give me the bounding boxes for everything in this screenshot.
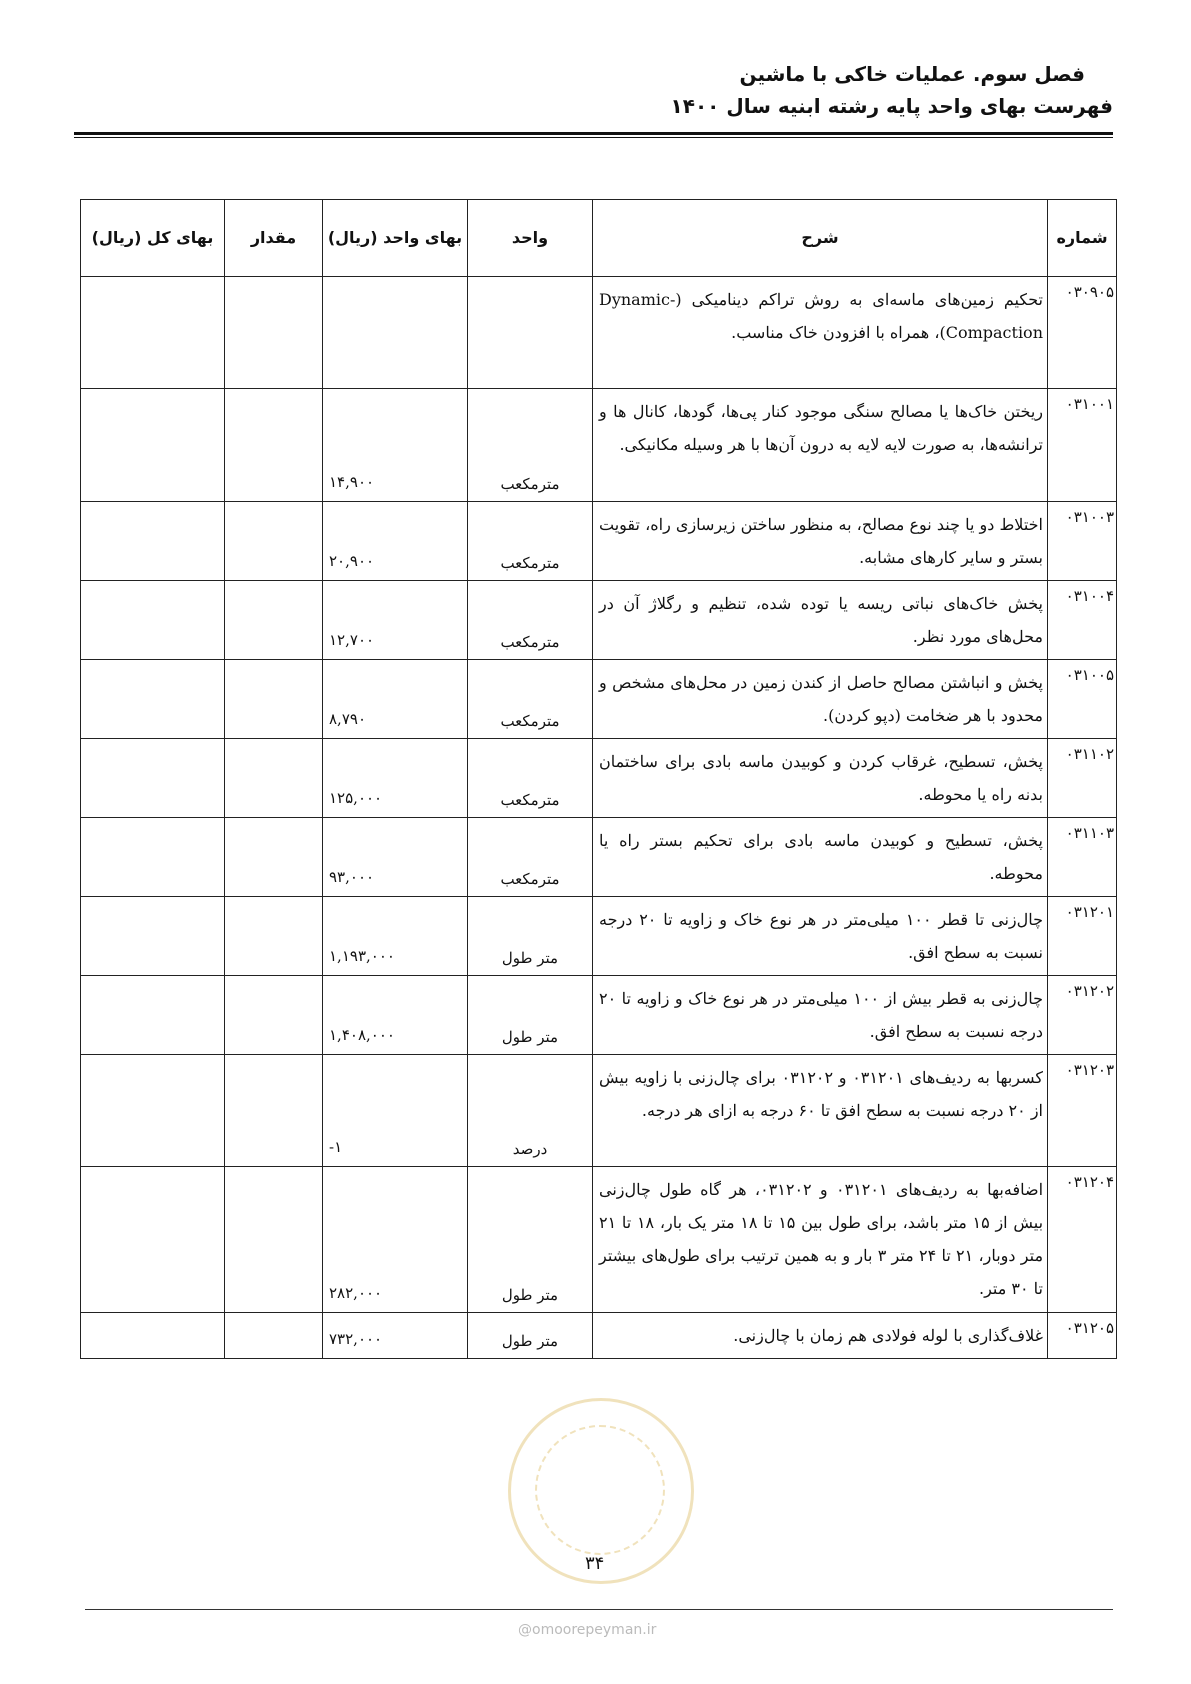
col-number-header: شماره	[1048, 200, 1117, 277]
item-description: پخش، تسطیح، غرقاب کردن و کوبیدن ماسه بادی برای ساختمان بدنه راه یا محوطه.	[593, 739, 1048, 818]
item-number: ۰۳۱۱۰۲	[1048, 739, 1117, 818]
item-total-price	[81, 581, 225, 660]
page-header	[671, 58, 1113, 122]
item-quantity	[225, 277, 323, 389]
item-total-price	[81, 389, 225, 502]
item-unit-price: ۱,۴۰۸,۰۰۰	[323, 976, 468, 1055]
item-number: ۰۳۱۲۰۳	[1048, 1055, 1117, 1167]
item-unit-price: ۱,۱۹۳,۰۰۰	[323, 897, 468, 976]
item-quantity	[225, 389, 323, 502]
item-description: چال‌زنی به قطر بیش از ۱۰۰ میلی‌متر در هر نوع خاک و زاویه تا ۲۰ درجه نسبت به سطح افق.	[593, 976, 1048, 1055]
item-number: ۰۳۱۰۰۱	[1048, 389, 1117, 502]
item-description: اختلاط دو یا چند نوع مصالح، به منظور ساختن زیرسازی راه، تقویت بستر و سایر کارهای مشابه.	[593, 502, 1048, 581]
item-description: اضافه‌بها به ردیف‌های ۰۳۱۲۰۱ و ۰۳۱۲۰۲، هر گاه طول چال‌زنی بیش از ۱۵ متر باشد، برای طول بین ۱۵ تا ۱۸ متر یک بار، ۱۸ تا ۲۱ متر دوبار، ۲۱ تا ۲۴ متر ۳ بار و به همین ترتیب برای طول‌های بیشتر تا ۳۰ متر.	[593, 1167, 1048, 1313]
item-unit: متر طول	[468, 1167, 593, 1313]
item-total-price	[81, 1055, 225, 1167]
item-description: پخش، تسطیح و کوبیدن ماسه بادی برای تحکیم بستر راه یا محوطه.	[593, 818, 1048, 897]
seal-gear-ring-icon	[535, 1425, 665, 1555]
item-unit-price: ۹۳,۰۰۰	[323, 818, 468, 897]
item-number: ۰۳۱۲۰۱	[1048, 897, 1117, 976]
header-rule-thin	[74, 137, 1113, 138]
item-total-price	[81, 1167, 225, 1313]
website-watermark: @omoorepeyman.ir	[518, 1622, 657, 1638]
item-total-price	[81, 739, 225, 818]
item-unit: متر طول	[468, 897, 593, 976]
item-number: ۰۳۱۲۰۴	[1048, 1167, 1117, 1313]
table-row	[81, 897, 1117, 976]
col-unit-header: واحد	[468, 200, 593, 277]
item-unit: مترمکعب	[468, 581, 593, 660]
table-row	[81, 976, 1117, 1055]
table-row	[81, 1055, 1117, 1167]
catalog-title: فهرست بهای واحد پایه رشته ابنیه سال ۱۴۰۰	[670, 94, 1113, 118]
table-row	[81, 389, 1117, 502]
table-row	[81, 1313, 1117, 1359]
item-unit-price: ۱۲,۷۰۰	[323, 581, 468, 660]
item-quantity	[225, 818, 323, 897]
item-unit-price: ۷۳۲,۰۰۰	[323, 1313, 468, 1359]
item-quantity	[225, 1313, 323, 1359]
table-row	[81, 739, 1117, 818]
item-quantity	[225, 739, 323, 818]
item-unit: مترمکعب	[468, 389, 593, 502]
item-number: ۰۳۱۰۰۵	[1048, 660, 1117, 739]
item-total-price	[81, 1313, 225, 1359]
table-row	[81, 502, 1117, 581]
item-unit: درصد	[468, 1055, 593, 1167]
item-description: غلاف‌گذاری با لوله فولادی هم زمان با چال‌زنی.	[593, 1313, 1048, 1359]
item-total-price	[81, 818, 225, 897]
item-number: ۰۳۱۰۰۳	[1048, 502, 1117, 581]
item-quantity	[225, 897, 323, 976]
col-total-price-header: بهای کل (ریال)	[81, 200, 225, 277]
header-rule-thick	[74, 132, 1113, 135]
table-row	[81, 818, 1117, 897]
item-unit: متر طول	[468, 1313, 593, 1359]
table-row	[81, 1167, 1117, 1313]
item-unit-price: ۲۰,۹۰۰	[323, 502, 468, 581]
item-total-price	[81, 277, 225, 389]
item-description: ریختن خاک‌ها یا مصالح سنگی موجود کنار پی‌ها، گودها، کانال ها و ترانشه‌ها، به صورت لایه لایه به درون آن‌ها با هر وسیله مکانیکی.	[593, 389, 1048, 502]
item-number: ۰۳۰۹۰۵	[1048, 277, 1117, 389]
col-description-header: شرح	[593, 200, 1048, 277]
item-quantity	[225, 502, 323, 581]
page-number: ۳۴	[585, 1553, 605, 1574]
item-unit	[468, 277, 593, 389]
item-description: پخش و انباشتن مصالح حاصل از کندن زمین در محل‌های مشخص و محدود با هر ضخامت (دپو کردن).	[593, 660, 1048, 739]
item-total-price	[81, 976, 225, 1055]
item-unit-price	[323, 277, 468, 389]
item-unit: مترمکعب	[468, 818, 593, 897]
table-header-row	[81, 200, 1117, 277]
item-unit-price: -۱	[323, 1055, 468, 1167]
item-number: ۰۳۱۲۰۵	[1048, 1313, 1117, 1359]
item-quantity	[225, 1055, 323, 1167]
item-quantity	[225, 976, 323, 1055]
item-total-price	[81, 502, 225, 581]
price-table	[80, 199, 1117, 1359]
col-unit-price-header: بهای واحد (ریال)	[323, 200, 468, 277]
table-row	[81, 277, 1117, 389]
item-total-price	[81, 897, 225, 976]
item-total-price	[81, 660, 225, 739]
table-row	[81, 660, 1117, 739]
item-number: ۰۳۱۲۰۲	[1048, 976, 1117, 1055]
item-description: پخش خاک‌های نباتی ریسه یا توده شده، تنظیم و رگلاژ آن در محل‌های مورد نظر.	[593, 581, 1048, 660]
item-unit: مترمکعب	[468, 660, 593, 739]
item-quantity	[225, 1167, 323, 1313]
item-description: کسربها به ردیف‌های ۰۳۱۲۰۱ و ۰۳۱۲۰۲ برای چال‌زنی با زاویه بیش از ۲۰ درجه نسبت به سطح افق تا ۶۰ درجه به ازای هر درجه.	[593, 1055, 1048, 1167]
chapter-title: فصل سوم. عملیات خاکی با ماشین	[739, 62, 1085, 86]
item-quantity	[225, 581, 323, 660]
item-unit-price: ۱۴,۹۰۰	[323, 389, 468, 502]
footer-rule	[85, 1609, 1113, 1610]
item-description: تحکیم زمین‌های ماسه‌ای به روش تراکم دینامیکی (Dynamic-Compaction)، همراه با افزودن خاک مناسب.	[593, 277, 1048, 389]
item-unit: متر طول	[468, 976, 593, 1055]
item-unit-price: ۱۲۵,۰۰۰	[323, 739, 468, 818]
item-number: ۰۳۱۱۰۳	[1048, 818, 1117, 897]
table-row	[81, 581, 1117, 660]
item-unit-price: ۸,۷۹۰	[323, 660, 468, 739]
item-number: ۰۳۱۰۰۴	[1048, 581, 1117, 660]
item-description: چال‌زنی تا قطر ۱۰۰ میلی‌متر در هر نوع خاک و زاویه تا ۲۰ درجه نسبت به سطح افق.	[593, 897, 1048, 976]
item-quantity	[225, 660, 323, 739]
item-unit-price: ۲۸۲,۰۰۰	[323, 1167, 468, 1313]
item-unit: مترمکعب	[468, 739, 593, 818]
item-unit: مترمکعب	[468, 502, 593, 581]
col-quantity-header: مقدار	[225, 200, 323, 277]
